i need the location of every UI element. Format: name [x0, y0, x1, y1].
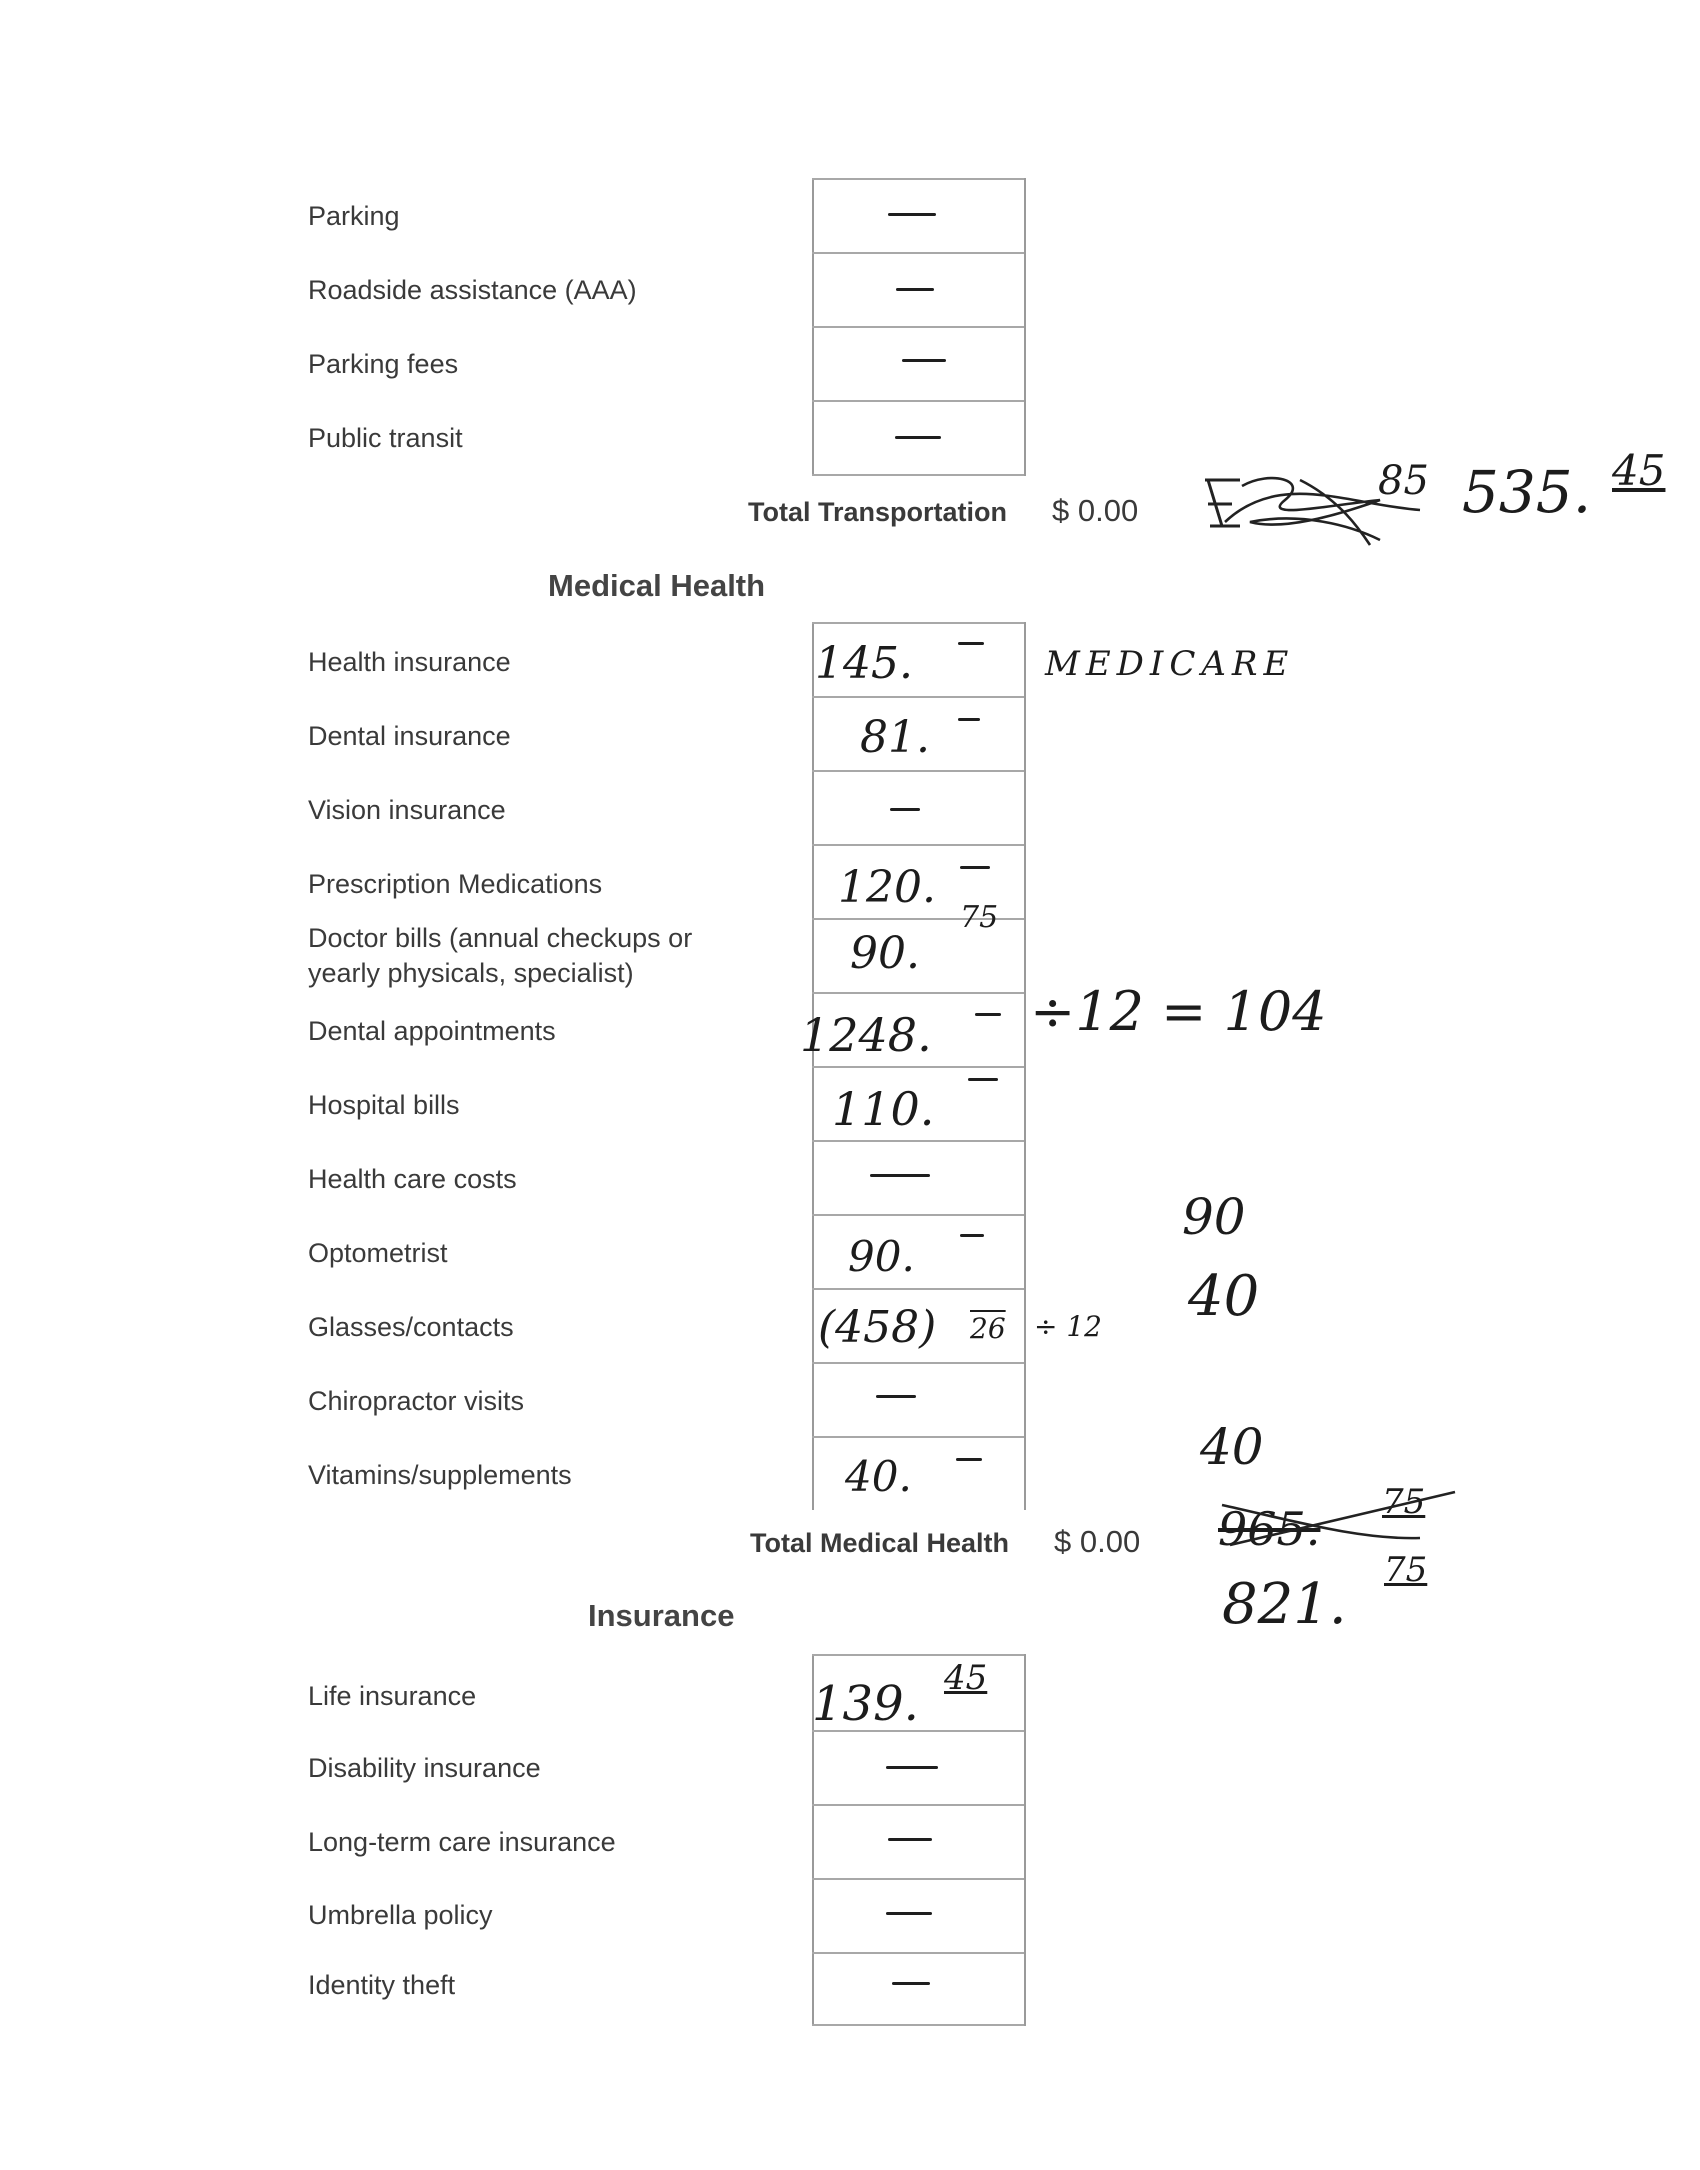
handwritten-crossed-total: 85: [1378, 458, 1429, 504]
handwritten-note-40: 40: [1188, 1264, 1260, 1329]
total-medical-health-label: Total Medical Health: [750, 1528, 1010, 1558]
row-divider: [812, 2024, 1024, 2026]
handwritten-glasses-cents: 26: [970, 1312, 1006, 1345]
row-label-life-insurance: Life insurance: [308, 1681, 477, 1711]
handwritten-dash: [886, 1766, 938, 1769]
handwritten-transportation-total: 535.: [1462, 458, 1592, 526]
row-label-umbrella-policy: Umbrella policy: [308, 1900, 493, 1930]
row-label-glasses-contacts: Glasses/contacts: [308, 1312, 514, 1342]
handwritten-dash: [888, 1838, 932, 1841]
handwritten-life-insurance: 139.: [812, 1676, 919, 1732]
row-divider: [812, 1654, 1024, 1656]
row-label-parking: Parking: [308, 201, 400, 231]
handwritten-crossed-medical-total: 965.: [1218, 1502, 1321, 1556]
handwritten-medical-total: 821.: [1222, 1572, 1347, 1637]
row-label-public-transit: Public transit: [308, 423, 463, 453]
total-transportation-value: $ 0.00: [1052, 493, 1139, 528]
handwritten-dental-appointments: 1248.: [800, 1008, 932, 1062]
handwritten-note-40-b: 40: [1200, 1418, 1264, 1476]
handwritten-health-insurance: 145.: [815, 638, 913, 689]
handwritten-note-90: 90: [1182, 1188, 1246, 1246]
handwritten-dental-insurance: 81.: [860, 712, 930, 763]
row-label-optometrist: Optometrist: [308, 1238, 448, 1268]
row-label-vision-insurance: Vision insurance: [308, 795, 506, 825]
row-label-identity-theft: Identity theft: [308, 1970, 456, 2000]
row-label-hospital-bills: Hospital bills: [308, 1090, 460, 1120]
row-label-roadside-assistance: Roadside assistance (AAA): [308, 275, 637, 305]
handwritten-crossed-medical-cents: 75: [1382, 1482, 1426, 1522]
row-divider: [812, 1878, 1024, 1880]
handwritten-note-medicare: MEDICARE: [1045, 644, 1295, 684]
handwritten-note-divide-104: ÷12 = 104: [1030, 980, 1327, 1043]
handwritten-hospital-bills: 110.: [832, 1082, 935, 1136]
handwritten-vitamins: 40.: [845, 1452, 912, 1501]
row-label-health-care-costs: Health care costs: [308, 1164, 517, 1194]
row-divider: [812, 1804, 1024, 1806]
row-divider: [812, 1952, 1024, 1954]
row-label-disability-insurance: Disability insurance: [308, 1753, 541, 1783]
handwritten-glasses-contacts: (458): [818, 1302, 937, 1353]
handwritten-medical-total-cents: 75: [1384, 1550, 1428, 1590]
handwritten-optometrist: 90.: [848, 1232, 915, 1281]
total-medical-health-value: $ 0.00: [1054, 1524, 1141, 1559]
row-label-health-insurance: Health insurance: [308, 647, 511, 677]
handwritten-doctor-bills: 90.: [850, 928, 920, 979]
insurance-heading: Insurance: [588, 1598, 735, 1633]
handwritten-life-insurance-cents: 45: [944, 1658, 988, 1698]
row-label-vitamins-supplements: Vitamins/supplements: [308, 1460, 572, 1490]
medical-health-heading: Medical Health: [548, 568, 766, 603]
handwritten-dash: [892, 1982, 930, 1985]
handwritten-doctor-bills-cents: 75: [960, 900, 999, 935]
total-transportation-label: Total Transportation: [748, 497, 1008, 527]
row-label-prescription-medications: Prescription Medications: [308, 869, 603, 899]
row-label-dental-appointments: Dental appointments: [308, 1016, 556, 1046]
row-label-doctor-bills-line2: yearly physicals, specialist): [308, 958, 634, 988]
row-label-chiropractor-visits: Chiropractor visits: [308, 1386, 525, 1416]
row-label-parking-fees: Parking fees: [308, 349, 459, 379]
row-label-long-term-care: Long-term care insurance: [308, 1827, 616, 1857]
row-label-dental-insurance: Dental insurance: [308, 721, 511, 751]
handwritten-dash: [886, 1912, 932, 1915]
row-label-doctor-bills: Doctor bills (annual checkups or: [308, 923, 693, 953]
handwritten-transportation-cents: 45: [1612, 446, 1666, 495]
handwritten-note-divide-12: ÷ 12: [1034, 1310, 1102, 1343]
handwritten-prescription: 120.: [838, 862, 936, 913]
